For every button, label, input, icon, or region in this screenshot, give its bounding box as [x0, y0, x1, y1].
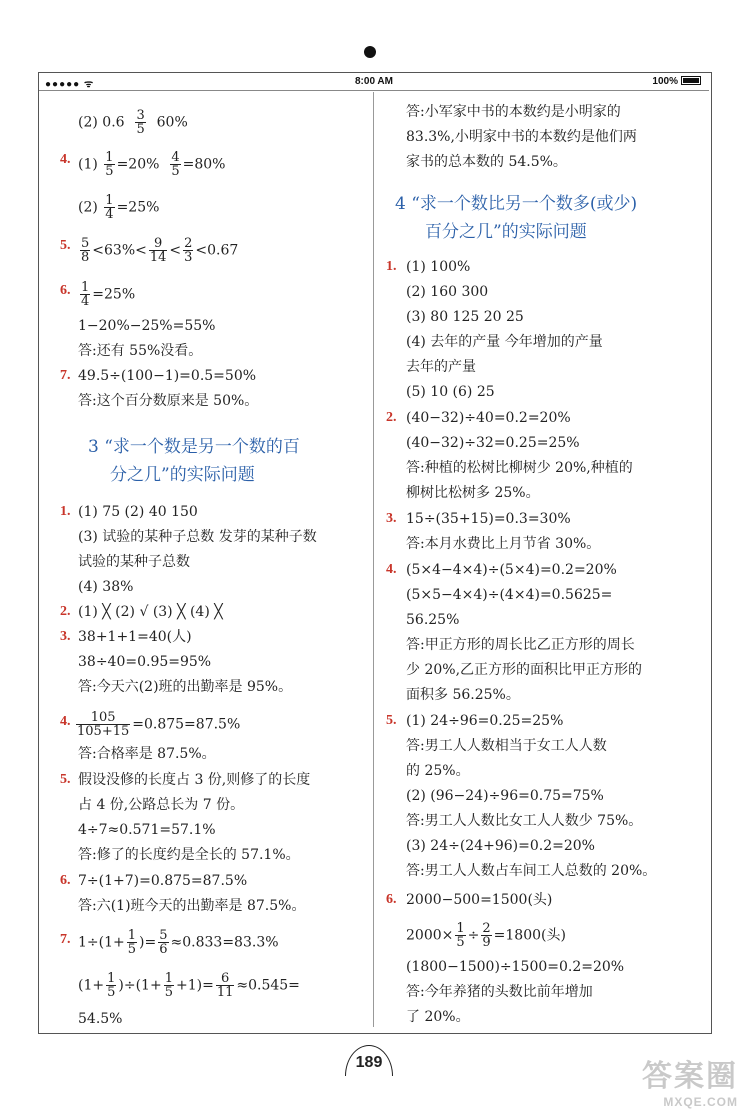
p2-line: (1) ╳ (2) √ (3) ╳ (4) ╳	[78, 604, 223, 620]
p4-line-1: $\frac{105}{105+15}$ =0.875=87.5%	[77, 710, 241, 739]
p3-answer: 答:今天六(2)班的出勤率是 95%。	[78, 679, 293, 695]
r5-line-3: 的 25%。	[406, 763, 470, 779]
item-number: 7.	[60, 368, 71, 383]
p1-line-3: 试验的某种子总数	[78, 554, 190, 570]
r5-line-4: (2) (96−24)÷96=0.75=75%	[406, 788, 604, 804]
item-number: 1.	[60, 504, 71, 519]
r5-line-6: (3) 24÷(24+96)=0.2=20%	[406, 838, 595, 854]
q4-line-1: (1) $\frac{1}{5}$ =20% $\frac{4}{5}$ =80%	[78, 150, 226, 179]
column-divider	[373, 92, 374, 1027]
r6-line-5: 了 20%。	[406, 1009, 470, 1025]
r1-line-1: (1) 100%	[406, 259, 471, 275]
r2-line-1: (40−32)÷40=0.2=20%	[406, 410, 571, 426]
r6-line-2: 2000× $\frac{1}{5}$ ÷ $\frac{2}{9}$ =1800(头)	[406, 921, 566, 950]
p6-answer: 答:六(1)班今天的出勤率是 87.5%。	[78, 898, 306, 914]
p1-line-1: (1) 75 (2) 40 150	[78, 504, 198, 520]
p7-line-3: 54.5%	[78, 1011, 123, 1027]
r4-line-4: 答:甲正方形的周长比乙正方形的周长	[406, 637, 635, 653]
item-number: 3.	[60, 629, 71, 644]
r1-line-2: (2) 160 300	[406, 284, 489, 300]
r5-line-5: 答:男工人人数比女工人人数少 75%。	[406, 813, 643, 829]
top-answer-line-1: 答:小军家中书的本数约是小明家的	[406, 104, 621, 120]
q6-line-1: $\frac{1}{4}$ =25%	[81, 280, 136, 309]
r5-line-2: 答:男工人人数相当于女工人人数	[406, 738, 607, 754]
r4-line-5: 少 20%,乙正方形的面积比甲正方形的	[406, 662, 643, 678]
p5-line-1: 假设没修的长度占 3 份,则修了的长度	[78, 772, 311, 788]
r1-line-6: (5) 10 (6) 25	[406, 384, 495, 400]
q5-line: $\frac{5}{8}$ <63%< $\frac{9}{14}$ < $\frac{2}{3}$ <0.67	[81, 236, 239, 265]
r5-line-1: (1) 24÷96=0.25=25%	[406, 713, 564, 729]
q6-line-2: 1−20%−25%=55%	[78, 318, 216, 334]
r4-line-6: 面积多 56.25%。	[406, 687, 520, 703]
r2-line-3: 答:种植的松树比柳树少 20%,种植的	[406, 460, 633, 476]
p1-line-2: (3) 试验的某种子总数 发芽的某种子数	[78, 529, 317, 545]
r1-line-5: 去年的产量	[406, 359, 476, 375]
p7-line-2: (1+ $\frac{1}{5}$ )÷(1+ $\frac{1}{5}$ +1)= $\frac{6}{11}$ ≈0.545=	[78, 971, 300, 1000]
r5-line-7: 答:男工人人数占车间工人总数的 20%。	[406, 863, 657, 879]
watermark: 答案圈 MXQE.COM	[642, 1060, 738, 1109]
p5-answer: 答:修了的长度约是全长的 57.1%。	[78, 847, 300, 863]
r2-line-4: 柳树比松树多 25%。	[406, 485, 540, 501]
item-number: 1.	[386, 259, 397, 274]
camera-dot	[364, 46, 376, 58]
r6-line-4: 答:今年养猪的头数比前年增加	[406, 984, 593, 1000]
r3-answer: 答:本月水费比上月节省 30%。	[406, 536, 601, 552]
item-number: 6.	[60, 873, 71, 888]
top-answer-line-3: 家书的总本数的 54.5%。	[406, 154, 567, 170]
p6-line-1: 7÷(1+7)=0.875=87.5%	[78, 873, 248, 889]
p3-line-2: 38÷40=0.95=95%	[78, 654, 212, 670]
r6-line-3: (1800−1500)÷1500=0.2=20%	[406, 959, 625, 975]
item-number: 4.	[60, 152, 71, 167]
status-time: 8:00 AM	[355, 76, 393, 87]
signal-icon: ●●●●● ᯤ	[45, 79, 95, 90]
p7-line-1: 1÷(1+ $\frac{1}{5}$ )= $\frac{5}{6}$ ≈0.833=83.3%	[78, 928, 279, 957]
q4-line-2: (2) $\frac{1}{4}$ =25%	[78, 193, 160, 222]
r1-line-4: (4) 去年的产量 今年增加的产量	[406, 334, 603, 350]
r6-line-1: 2000−500=1500(头)	[406, 892, 553, 908]
q7-line-1: 49.5÷(100−1)=0.5=50%	[78, 368, 257, 384]
p5-line-2: 占 4 份,公路总长为 7 份。	[78, 797, 245, 813]
section-4-title-line-2: 百分之几”的实际问题	[425, 222, 587, 242]
p1-line-4: (4) 38%	[78, 579, 134, 595]
item-number: 7.	[60, 932, 71, 947]
q6-answer: 答:还有 55%没看。	[78, 343, 203, 359]
p5-line-3: 4÷7≈0.571=57.1%	[78, 822, 216, 838]
section-4-title-line-1: 4 “求一个数比另一个数多(或少)	[395, 194, 638, 214]
item-number: 5.	[60, 238, 71, 253]
item-number: 4.	[386, 562, 397, 577]
item-number: 5.	[386, 713, 397, 728]
battery-icon	[681, 76, 701, 85]
r4-line-2: (5×5−4×4)÷(4×4)=0.5625=	[406, 587, 613, 603]
q7-answer: 答:这个百分数原来是 50%。	[78, 393, 259, 409]
r4-line-3: 56.25%	[406, 612, 460, 628]
r1-line-3: (3) 80 125 20 25	[406, 309, 524, 325]
item-number: 5.	[60, 772, 71, 787]
item-number: 3.	[386, 511, 397, 526]
p3-line-1: 38+1+1=40(人)	[78, 629, 192, 645]
r4-line-1: (5×4−4×4)÷(5×4)=0.2=20%	[406, 562, 617, 578]
item-number: 4.	[60, 714, 71, 729]
item-number: 2.	[386, 410, 397, 425]
battery-status: 100%	[652, 76, 701, 87]
section-3-title-line-1: 3 “求一个数是另一个数的百	[88, 437, 300, 457]
item-number: 6.	[60, 283, 71, 298]
r3-line-1: 15÷(35+15)=0.3=30%	[406, 511, 571, 527]
p4-answer: 答:合格率是 87.5%。	[78, 746, 216, 762]
status-bar	[39, 73, 709, 91]
item-number: 6.	[386, 892, 397, 907]
top-answer-line-2: 83.3%,小明家中书的本数约是他们两	[406, 129, 637, 145]
left-line-2-ratios: (2) 0.6 $\frac{3}{5}$ 60%	[78, 108, 188, 137]
item-number: 2.	[60, 604, 71, 619]
section-3-title-line-2: 分之几”的实际问题	[110, 465, 255, 485]
r2-line-2: (40−32)÷32=0.25=25%	[406, 435, 580, 451]
page-number: 189	[345, 1045, 393, 1073]
